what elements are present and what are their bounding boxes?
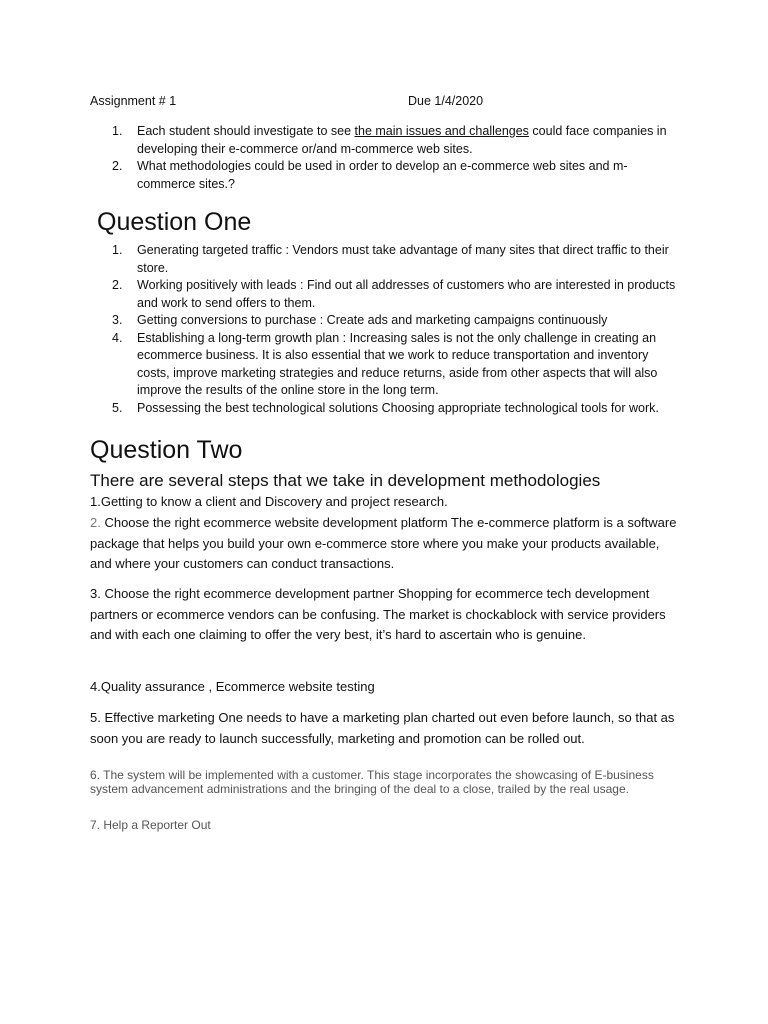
step-7: 7. Help a Reporter Out [90,818,211,832]
list-item [112,158,672,193]
item-number: 5. [112,400,123,415]
question-one-list [112,242,682,417]
item-text: What methodologies could be used in order to develop an e-commerce web sites and m-commerce sites.? [137,159,628,191]
step-6: 6. The system will be implemented with a customer. This stage incorporates the showcasing of E-business system advancement administrations and the bringing of the deal to a close, trailed by the real usage. [90,768,654,796]
item-text: Each student should investigate to see [137,124,355,138]
question-two-subtitle: There are several steps that we take in development methodologies [90,471,601,490]
underlined-phrase: the main issues and challenges [354,124,529,138]
intro-questions [112,123,672,193]
item-number: 4. [112,330,123,345]
item-number: 3. [112,313,123,327]
list-item [112,312,682,330]
item-text: Working positively with leads : Find out all addresses of customers who are interested in products and work to send offers to them. [137,278,676,310]
assignment-number: Assignment # 1 [90,94,177,108]
item-number: 2. [112,159,123,173]
item-number: 1. [112,124,123,138]
item-number: 2. [112,278,123,292]
question-one-heading: Question One [97,208,252,236]
step-4: 4.Quality assurance , Ecommerce website testing [90,679,375,694]
list-item [112,330,682,400]
item-text: Getting conversions to purchase : Create ads and marketing campaigns continuously [137,313,608,327]
item-text: Generating targeted traffic : Vendors must take advantage of many sites that direct traffic to their store. [137,243,669,275]
step-1: 1.Getting to know a client and Discovery and project research. [90,494,448,509]
step-3: 3. Choose the right ecommerce development partner Shopping for ecommerce tech development partners or ecommerce vendors can be confusing. The market is chockablock with service providers and with each one claiming to offer the very best, it’s hard to ascertain who is genuine. [90,586,666,642]
item-text: Possessing the best technological solutions Choosing appropriate technological tools for work. [137,400,659,415]
list-item [112,277,682,312]
list-item [112,242,682,277]
question-two-heading: Question Two [90,436,243,464]
list-item [112,123,672,158]
step-number: 2. [90,515,101,530]
due-date: Due 1/4/2020 [408,94,484,108]
step-text: Choose the right ecommerce website development platform The e-commerce platform is a software package that helps you build your own e-commerce store where you make your products available, and where your customers can conduct transactions. [90,515,677,571]
step-5: 5. Effective marketing One needs to have a marketing plan charted out even before launch, so that as soon you are ready to launch successfully, marketing and promotion can be rolled out. [90,710,675,746]
item-text: could face companies in developing their e-commerce or/and m-commerce web sites. [137,124,667,156]
step-2 [90,513,680,575]
item-number: 1. [112,243,123,257]
list-item [112,400,682,418]
item-text: Establishing a long-term growth plan : Increasing sales is not the only challenge in creating an ecommerce business. It is also essential that we work to reduce transportation and inventory costs, improve marketing strategies and reduce returns, aside from other aspects that will also improve the results of the online store in the long term. [137,330,658,397]
